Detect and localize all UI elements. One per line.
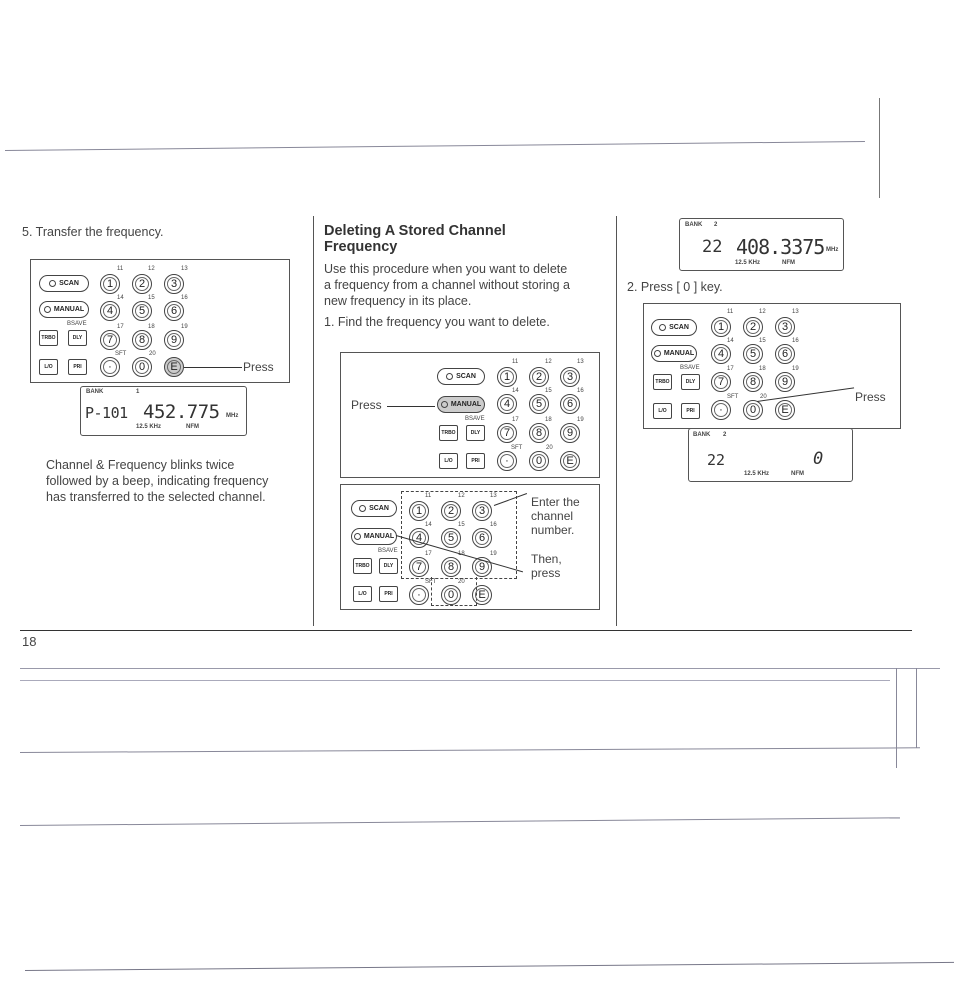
sub-label-20: 20 bbox=[760, 394, 767, 400]
scan-line bbox=[20, 817, 900, 826]
key-1: 1 bbox=[711, 317, 731, 337]
lo-key: L/O bbox=[353, 586, 372, 602]
sub-label-12: 12 bbox=[148, 266, 155, 272]
scan-line bbox=[20, 668, 940, 669]
sub-label-16: 16 bbox=[181, 295, 188, 301]
intro-line: new frequency in its place. bbox=[324, 294, 472, 308]
caption-line: has transferred to the selected channel. bbox=[46, 490, 266, 504]
key-6: 6 bbox=[472, 528, 492, 548]
intro-line: a frequency from a channel without storing a bbox=[324, 278, 570, 292]
key-5: 5 bbox=[529, 394, 549, 414]
bsave-label: BSAVE bbox=[680, 365, 700, 371]
caption-line: followed by a beep, indicating frequency bbox=[46, 474, 269, 488]
key-dot: · bbox=[497, 451, 517, 471]
sub-label-20: 20 bbox=[458, 579, 465, 585]
key-3: 3 bbox=[775, 317, 795, 337]
heading-line: Frequency bbox=[324, 239, 398, 255]
pointer-line bbox=[184, 367, 242, 368]
key-5: 5 bbox=[743, 344, 763, 364]
sub-label-15: 15 bbox=[148, 295, 155, 301]
keypad-diagram-4 bbox=[643, 303, 901, 429]
key-6: 6 bbox=[775, 344, 795, 364]
pri-key: PRI bbox=[466, 453, 485, 469]
sub-label-14: 14 bbox=[727, 338, 734, 344]
key-0: 0 bbox=[529, 451, 549, 471]
sub-label-17: 17 bbox=[512, 417, 519, 423]
key-4: 4 bbox=[409, 528, 429, 548]
column-divider bbox=[616, 216, 617, 626]
key-7: 7 bbox=[497, 423, 517, 443]
sub-label-18: 18 bbox=[759, 366, 766, 372]
enter-line: Enter the bbox=[531, 495, 580, 509]
trbo-key: TRBO bbox=[439, 425, 458, 441]
keypad-diagram-2 bbox=[340, 352, 600, 478]
sub-label-16: 16 bbox=[490, 522, 497, 528]
sub-label-15: 15 bbox=[759, 338, 766, 344]
key-7: 7 bbox=[100, 330, 120, 350]
lcd-bank-num: 2 bbox=[723, 432, 727, 438]
lcd-unit: MHz bbox=[826, 247, 839, 253]
key-1: 1 bbox=[409, 501, 429, 521]
sub-label-11: 11 bbox=[117, 266, 124, 272]
scan-key: SCAN bbox=[437, 368, 485, 385]
lcd-khz: 12.5 KHz bbox=[735, 260, 761, 266]
sft-label: SFT bbox=[425, 579, 437, 585]
lcd-mode: NFM bbox=[186, 424, 199, 430]
sub-label-14: 14 bbox=[425, 522, 432, 528]
sub-label-13: 13 bbox=[577, 359, 584, 365]
lo-key: L/O bbox=[653, 403, 672, 419]
sub-label-18: 18 bbox=[545, 417, 552, 423]
enter-channel-label bbox=[531, 495, 580, 537]
key-8: 8 bbox=[132, 330, 152, 350]
key-2: 2 bbox=[441, 501, 461, 521]
lcd-bank: BANK bbox=[86, 389, 104, 395]
key-7: 7 bbox=[711, 372, 731, 392]
press-label: Press bbox=[243, 360, 274, 374]
sub-label-12: 12 bbox=[759, 309, 766, 315]
dly-key: DLY bbox=[681, 374, 700, 390]
key-2: 2 bbox=[132, 274, 152, 294]
key-0: 0 bbox=[441, 585, 461, 605]
key-1: 1 bbox=[100, 274, 120, 294]
dly-key: DLY bbox=[68, 330, 87, 346]
key-6: 6 bbox=[164, 301, 184, 321]
key-0: 0 bbox=[132, 357, 152, 377]
press-label: Press bbox=[351, 398, 382, 412]
key-4: 4 bbox=[100, 301, 120, 321]
pointer-line bbox=[387, 406, 435, 407]
sub-label-18: 18 bbox=[148, 324, 155, 330]
sub-label-19: 19 bbox=[577, 417, 584, 423]
key-e: E bbox=[472, 585, 492, 605]
sub-label-11: 11 bbox=[727, 309, 734, 315]
sub-label-16: 16 bbox=[792, 338, 799, 344]
lcd-khz: 12.5 KHz bbox=[136, 424, 162, 430]
lcd-mode: NFM bbox=[791, 471, 804, 477]
key-7: 7 bbox=[409, 557, 429, 577]
lcd-bank: BANK bbox=[693, 432, 711, 438]
manual-key: MANUAL bbox=[651, 345, 697, 362]
lcd-mode: NFM bbox=[782, 260, 795, 266]
lcd-channel: 22 bbox=[702, 237, 723, 257]
keypad-diagram-3 bbox=[340, 484, 600, 610]
key-0: 0 bbox=[743, 400, 763, 420]
sub-label-15: 15 bbox=[545, 388, 552, 394]
lcd-bank-num: 1 bbox=[136, 389, 140, 395]
footer-rule bbox=[20, 630, 912, 631]
bsave-label: BSAVE bbox=[67, 321, 87, 327]
pri-key: PRI bbox=[379, 586, 398, 602]
scan-line bbox=[20, 747, 920, 753]
lcd-display-1 bbox=[80, 386, 247, 436]
trbo-key: TRBO bbox=[653, 374, 672, 390]
sub-label-13: 13 bbox=[490, 493, 497, 499]
intro-paragraph bbox=[324, 261, 570, 309]
key-4: 4 bbox=[497, 394, 517, 414]
press-label: Press bbox=[855, 390, 886, 404]
scan-key: SCAN bbox=[39, 275, 89, 292]
intro-line: Use this procedure when you want to delete bbox=[324, 262, 568, 276]
lcd-channel: P-101 bbox=[85, 404, 128, 422]
lcd-frequency: 408.3375 bbox=[736, 235, 825, 259]
sub-label-11: 11 bbox=[425, 493, 432, 499]
column-divider bbox=[313, 216, 314, 626]
lcd-display-2 bbox=[679, 218, 844, 271]
key-2: 2 bbox=[529, 367, 549, 387]
heading-line: Deleting A Stored Channel bbox=[324, 223, 506, 239]
scan-line bbox=[25, 962, 954, 971]
page-number: 18 bbox=[22, 634, 37, 649]
enter-line: channel bbox=[531, 509, 574, 523]
trbo-key: TRBO bbox=[39, 330, 58, 346]
caption-line: Channel & Frequency blinks twice bbox=[46, 458, 235, 472]
then-line: press bbox=[531, 566, 561, 580]
lcd-display-3 bbox=[688, 428, 853, 482]
keypad-diagram-1 bbox=[30, 259, 290, 383]
key-dot: · bbox=[409, 585, 429, 605]
dly-key: DLY bbox=[379, 558, 398, 574]
bsave-label: BSAVE bbox=[378, 548, 398, 554]
sub-label-12: 12 bbox=[545, 359, 552, 365]
sub-label-17: 17 bbox=[425, 551, 432, 557]
dly-key: DLY bbox=[466, 425, 485, 441]
sft-label: SFT bbox=[727, 394, 739, 400]
key-8: 8 bbox=[743, 372, 763, 392]
pri-key: PRI bbox=[68, 359, 87, 375]
sub-label-17: 17 bbox=[117, 324, 124, 330]
key-8: 8 bbox=[441, 557, 461, 577]
key-2: 2 bbox=[743, 317, 763, 337]
key-6: 6 bbox=[560, 394, 580, 414]
sub-label-19: 19 bbox=[490, 551, 497, 557]
key-e: E bbox=[560, 451, 580, 471]
lcd-bank-num: 2 bbox=[714, 222, 718, 228]
key-3: 3 bbox=[472, 501, 492, 521]
sub-label-14: 14 bbox=[117, 295, 124, 301]
caption bbox=[46, 457, 268, 505]
sub-label-15: 15 bbox=[458, 522, 465, 528]
scan-line bbox=[5, 141, 865, 151]
key-5: 5 bbox=[441, 528, 461, 548]
then-press-label bbox=[531, 552, 562, 580]
manual-key: MANUAL bbox=[351, 528, 397, 545]
lo-key: L/O bbox=[439, 453, 458, 469]
key-4: 4 bbox=[711, 344, 731, 364]
sub-label-20: 20 bbox=[546, 445, 553, 451]
key-e: E bbox=[775, 400, 795, 420]
sub-label-12: 12 bbox=[458, 493, 465, 499]
key-3: 3 bbox=[164, 274, 184, 294]
sub-label-11: 11 bbox=[512, 359, 519, 365]
key-3: 3 bbox=[560, 367, 580, 387]
key-9: 9 bbox=[164, 330, 184, 350]
scan-line bbox=[896, 668, 897, 768]
key-9: 9 bbox=[775, 372, 795, 392]
sub-label-14: 14 bbox=[512, 388, 519, 394]
lo-key: L/O bbox=[39, 359, 58, 375]
sub-label-13: 13 bbox=[181, 266, 188, 272]
key-8: 8 bbox=[529, 423, 549, 443]
sft-label: SFT bbox=[115, 351, 127, 357]
step-2-text: 2. Press [ 0 ] key. bbox=[627, 280, 723, 294]
lcd-bank: BANK bbox=[685, 222, 703, 228]
key-5: 5 bbox=[132, 301, 152, 321]
lcd-channel: 22 bbox=[707, 451, 726, 469]
trbo-key: TRBO bbox=[353, 558, 372, 574]
enter-line: number. bbox=[531, 523, 575, 537]
manual-key: MANUAL bbox=[437, 396, 485, 413]
sub-label-19: 19 bbox=[792, 366, 799, 372]
scan-line bbox=[916, 668, 917, 748]
sub-label-19: 19 bbox=[181, 324, 188, 330]
key-9: 9 bbox=[560, 423, 580, 443]
sub-label-17: 17 bbox=[727, 366, 734, 372]
sub-label-13: 13 bbox=[792, 309, 799, 315]
pointer-line bbox=[757, 387, 854, 402]
sub-label-20: 20 bbox=[149, 351, 156, 357]
key-e: E bbox=[164, 357, 184, 377]
section-heading bbox=[324, 223, 506, 255]
then-line: Then, bbox=[531, 552, 562, 566]
key-1: 1 bbox=[497, 367, 517, 387]
key-dot: · bbox=[711, 400, 731, 420]
lcd-khz: 12.5 KHz bbox=[744, 471, 770, 477]
scan-line bbox=[20, 680, 890, 681]
sub-label-16: 16 bbox=[577, 388, 584, 394]
lcd-frequency: 0 bbox=[813, 449, 824, 469]
scan-line bbox=[879, 98, 880, 198]
step-5-text: 5. Transfer the frequency. bbox=[22, 225, 164, 239]
lcd-unit: MHz bbox=[226, 413, 239, 419]
lcd-frequency: 452.775 bbox=[143, 401, 220, 423]
scan-key: SCAN bbox=[351, 500, 397, 517]
bsave-label: BSAVE bbox=[465, 416, 485, 422]
key-9: 9 bbox=[472, 557, 492, 577]
manual-key: MANUAL bbox=[39, 301, 89, 318]
pri-key: PRI bbox=[681, 403, 700, 419]
key-dot: · bbox=[100, 357, 120, 377]
scan-key: SCAN bbox=[651, 319, 697, 336]
step-1-text: 1. Find the frequency you want to delete. bbox=[324, 315, 550, 329]
sft-label: SFT bbox=[511, 445, 523, 451]
